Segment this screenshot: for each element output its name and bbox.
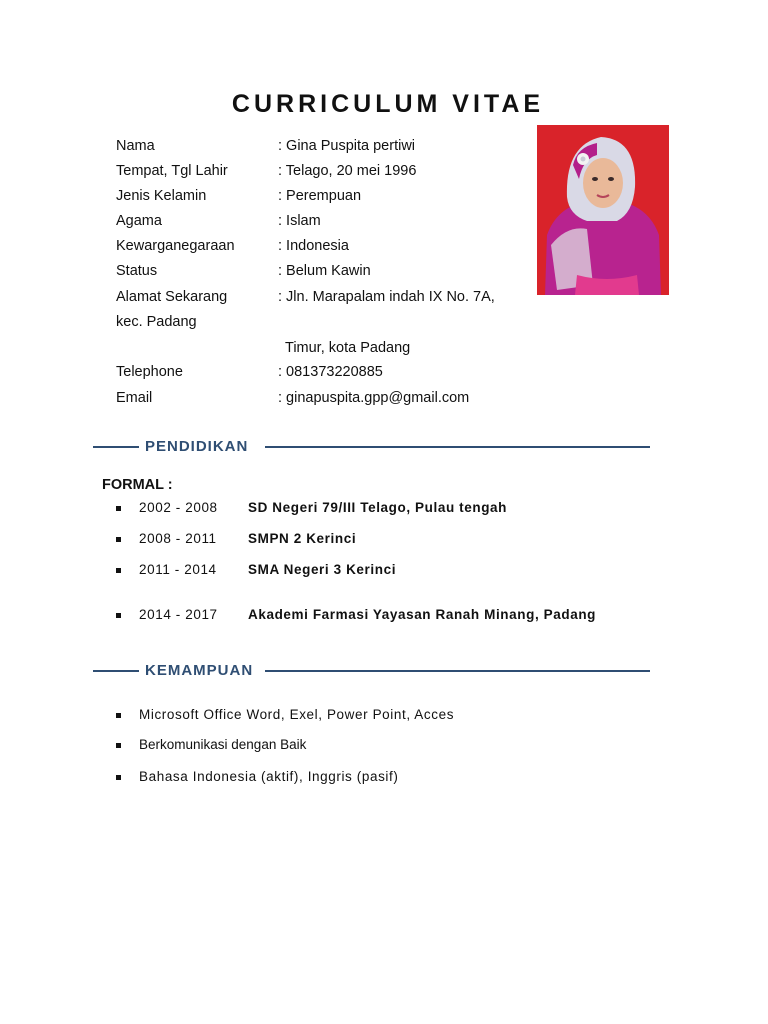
education-years: 2011 - 2014	[139, 562, 217, 577]
bullet-icon	[116, 613, 121, 618]
info-label: Status	[116, 263, 158, 279]
bullet-icon	[116, 568, 121, 573]
section-title-skills: KEMAMPUAN	[145, 662, 254, 679]
education-school: SMA Negeri 3 Kerinci	[248, 562, 397, 577]
education-years: 2008 - 2011	[139, 531, 217, 546]
info-label: Alamat Sekarang	[116, 289, 228, 305]
info-label: Agama	[116, 213, 162, 229]
bullet-icon	[116, 775, 121, 780]
skill-item: Microsoft Office Word, Exel, Power Point, Acces	[139, 707, 455, 722]
section-divider-right	[265, 446, 650, 448]
info-label: Nama	[116, 138, 155, 154]
bullet-icon	[116, 506, 121, 511]
info-value: : ginapuspita.gpp@gmail.com	[278, 390, 470, 406]
profile-photo	[537, 125, 669, 295]
info-value: : Perempuan	[278, 188, 362, 204]
info-value: : Islam	[278, 213, 321, 229]
section-divider-left	[93, 446, 139, 448]
section-divider-right	[265, 670, 650, 672]
bullet-icon	[116, 743, 121, 748]
info-value: : Indonesia	[278, 238, 349, 254]
info-label: Kewarganegaraan	[116, 238, 235, 254]
section-title-education: PENDIDIKAN	[145, 438, 249, 455]
education-years: 2002 - 2008	[139, 500, 218, 515]
info-value: : 081373220885	[278, 364, 383, 380]
info-value: : Telago, 20 mei 1996	[278, 163, 417, 179]
info-value: : Belum Kawin	[278, 263, 371, 279]
education-school: SD Negeri 79/III Telago, Pulau tengah	[248, 500, 508, 515]
bullet-icon	[116, 713, 121, 718]
info-label: Telephone	[116, 364, 183, 380]
education-years: 2014 - 2017	[139, 607, 218, 622]
info-label: Email	[116, 390, 153, 406]
info-label: Tempat, Tgl Lahir	[116, 163, 228, 179]
bullet-icon	[116, 537, 121, 542]
info-value: : Gina Puspita pertiwi	[278, 138, 416, 154]
skill-item: Berkomunikasi dengan Baik	[139, 737, 307, 752]
education-school: SMPN 2 Kerinci	[248, 531, 357, 546]
portrait-illustration	[537, 125, 669, 295]
info-value: : Jln. Marapalam indah IX No. 7A,	[278, 289, 495, 305]
address-continuation: kec. Padang	[116, 314, 197, 330]
info-label: Jenis Kelamin	[116, 188, 207, 204]
formal-label: FORMAL :	[102, 477, 173, 493]
address-continuation: Timur, kota Padang	[285, 340, 411, 356]
section-divider-left	[93, 670, 139, 672]
education-school: Akademi Farmasi Yayasan Ranah Minang, Padang	[248, 607, 597, 622]
skill-item: Bahasa Indonesia (aktif), Inggris (pasif)	[139, 769, 399, 784]
page-title: CURRICULUM VITAE	[231, 90, 545, 118]
